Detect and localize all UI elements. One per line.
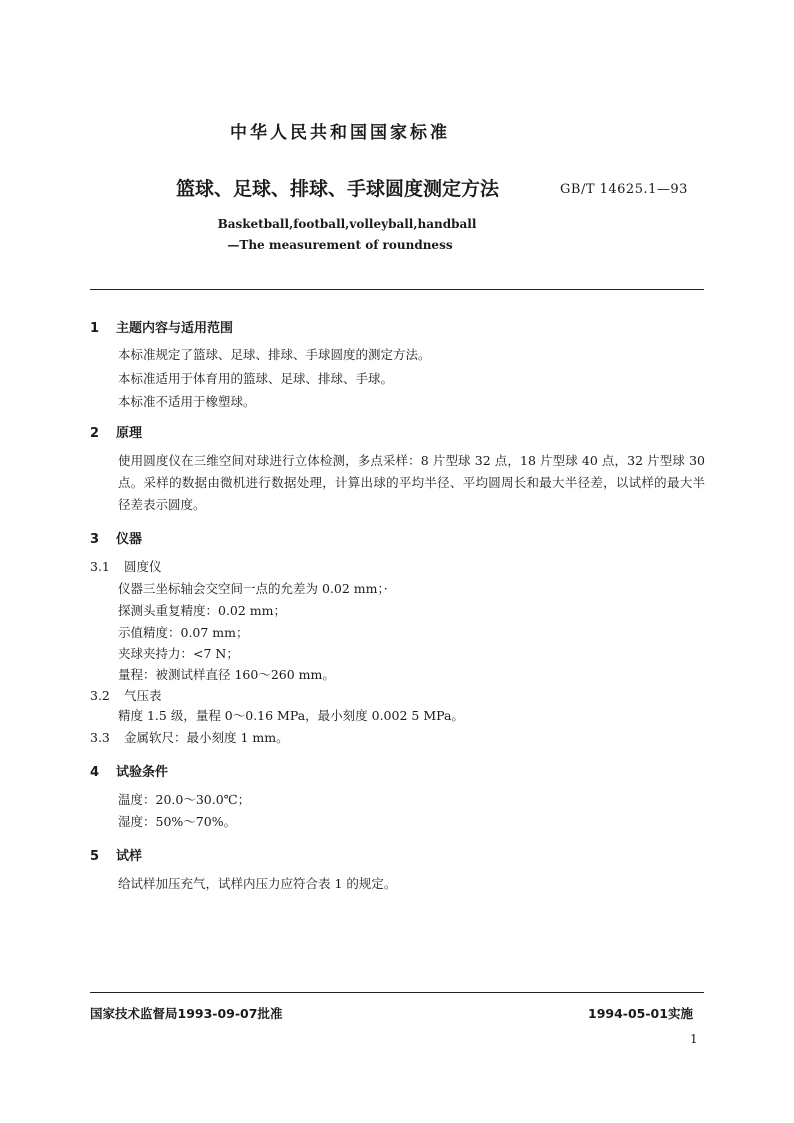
subsection-3-1-heading	[90, 557, 162, 575]
section-title: 试样	[116, 849, 143, 864]
english-title-line-1: Basketball,football,volleyball,handball	[217, 217, 477, 231]
section-title: 试验条件	[116, 765, 169, 780]
section-title: 仪器	[116, 532, 143, 547]
national-standard-heading: 中华人民共和国国家标准	[230, 123, 450, 143]
subsection-title: 气压表	[124, 688, 162, 703]
paragraph-line: 示值精度：0.07 mm；	[118, 625, 249, 640]
section-2-heading	[90, 422, 142, 441]
paragraph-line: 夹球夹持力：<7 N；	[118, 646, 239, 661]
section-number: 2	[90, 426, 100, 441]
subsection-number: 3.2	[90, 688, 110, 703]
implementation-date: 1994-05-01实施	[588, 1006, 693, 1021]
section-title: 主题内容与适用范围	[116, 321, 234, 336]
footer-divider	[90, 992, 704, 993]
document-title: 篮球、足球、排球、手球圆度测定方法	[176, 178, 500, 200]
subsection-text: 金属软尺：最小刻度 1 mm。	[124, 730, 289, 745]
section-4-heading	[90, 761, 168, 780]
principle-paragraph	[91, 450, 705, 516]
section-number: 1	[90, 321, 100, 336]
english-title-line-2: —The measurement of roundness	[227, 238, 453, 252]
section-title: 原理	[116, 426, 143, 441]
paragraph-line: 探测头重复精度：0.02 mm；	[118, 603, 287, 618]
section-5-heading	[90, 845, 142, 864]
subsection-number: 3.1	[90, 559, 110, 574]
section-1-heading	[90, 317, 233, 336]
paragraph-line: 温度：20.0～30.0℃；	[118, 792, 251, 807]
page-number: 1	[690, 1032, 698, 1046]
standard-number: GB/T 14625.1—93	[560, 182, 688, 197]
section-3-heading	[90, 528, 142, 547]
section-number: 5	[90, 849, 100, 864]
subsection-number: 3.3	[90, 730, 110, 745]
section-number: 3	[90, 532, 100, 547]
paragraph-line: 精度 1.5 级，量程 0～0.16 MPa，最小刻度 0.002 5 MPa。	[118, 708, 464, 723]
paragraph-line: 本标准适用于体育用的篮球、足球、排球、手球。	[118, 371, 394, 386]
header-divider	[90, 289, 704, 290]
paragraph-line: 本标准规定了篮球、足球、排球、手球圆度的测定方法。	[118, 347, 431, 362]
principle-text: 使用圆度仪在三维空间对球进行立体检测，多点采样：8 片型球 32 点，18 片型球 40 点，32 片型球 30 点。采样的数据由微机进行数据处理，计算出球的平均半径、平均圆周长和最大半径差，以试样的最大半径差表示圆度。	[118, 453, 705, 512]
section-number: 4	[90, 765, 100, 780]
paragraph-line: 仪器三坐标轴会交空间一点的允差为 0.02 mm；·	[118, 581, 388, 596]
paragraph-line: 湿度：50%～70%。	[118, 814, 237, 829]
subsection-title: 圆度仪	[124, 559, 162, 574]
paragraph-line: 本标准不适用于橡塑球。	[118, 394, 256, 409]
paragraph-line: 量程：被测试样直径 160～260 mm。	[118, 667, 335, 682]
paragraph-line: 给试样加压充气，试样内压力应符合表 1 的规定。	[118, 876, 397, 891]
approval-info: 国家技术监督局1993-09-07批准	[90, 1006, 283, 1021]
subsection-3-3-heading	[90, 728, 289, 746]
subsection-3-2-heading	[90, 686, 162, 704]
